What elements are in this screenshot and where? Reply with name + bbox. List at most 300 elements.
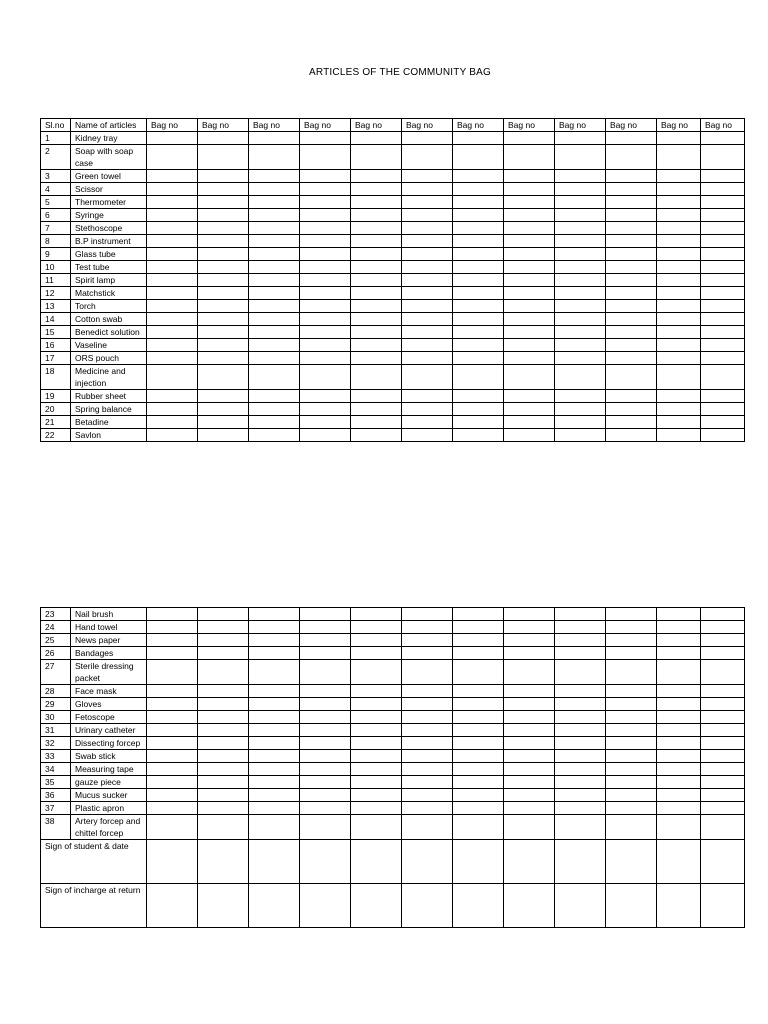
- bag-check-cell[interactable]: [249, 313, 300, 326]
- bag-check-cell[interactable]: [701, 789, 745, 802]
- bag-check-cell[interactable]: [300, 416, 351, 429]
- bag-check-cell[interactable]: [249, 429, 300, 442]
- bag-check-cell[interactable]: [198, 789, 249, 802]
- bag-check-cell[interactable]: [351, 724, 402, 737]
- bag-check-cell[interactable]: [504, 274, 555, 287]
- bag-check-cell[interactable]: [606, 789, 657, 802]
- bag-check-cell[interactable]: [351, 802, 402, 815]
- sign-cell[interactable]: [504, 884, 555, 928]
- bag-check-cell[interactable]: [504, 711, 555, 724]
- bag-check-cell[interactable]: [504, 183, 555, 196]
- bag-check-cell[interactable]: [504, 608, 555, 621]
- bag-check-cell[interactable]: [555, 261, 606, 274]
- bag-check-cell[interactable]: [606, 750, 657, 763]
- bag-check-cell[interactable]: [657, 145, 701, 170]
- bag-check-cell[interactable]: [453, 287, 504, 300]
- bag-check-cell[interactable]: [701, 300, 745, 313]
- bag-check-cell[interactable]: [555, 132, 606, 145]
- bag-check-cell[interactable]: [402, 737, 453, 750]
- bag-check-cell[interactable]: [657, 326, 701, 339]
- bag-check-cell[interactable]: [300, 261, 351, 274]
- bag-check-cell[interactable]: [147, 274, 198, 287]
- bag-check-cell[interactable]: [402, 416, 453, 429]
- sign-cell[interactable]: [606, 884, 657, 928]
- bag-check-cell[interactable]: [402, 132, 453, 145]
- bag-check-cell[interactable]: [300, 660, 351, 685]
- bag-check-cell[interactable]: [198, 300, 249, 313]
- bag-check-cell[interactable]: [657, 429, 701, 442]
- bag-check-cell[interactable]: [300, 209, 351, 222]
- bag-check-cell[interactable]: [701, 132, 745, 145]
- sign-cell[interactable]: [657, 884, 701, 928]
- bag-check-cell[interactable]: [453, 300, 504, 313]
- bag-check-cell[interactable]: [249, 170, 300, 183]
- bag-check-cell[interactable]: [606, 621, 657, 634]
- bag-check-cell[interactable]: [504, 660, 555, 685]
- bag-check-cell[interactable]: [198, 209, 249, 222]
- bag-check-cell[interactable]: [453, 776, 504, 789]
- bag-check-cell[interactable]: [555, 145, 606, 170]
- bag-check-cell[interactable]: [555, 339, 606, 352]
- bag-check-cell[interactable]: [453, 789, 504, 802]
- bag-check-cell[interactable]: [300, 235, 351, 248]
- bag-check-cell[interactable]: [701, 170, 745, 183]
- bag-check-cell[interactable]: [504, 802, 555, 815]
- bag-check-cell[interactable]: [402, 660, 453, 685]
- bag-check-cell[interactable]: [606, 235, 657, 248]
- bag-check-cell[interactable]: [300, 711, 351, 724]
- bag-check-cell[interactable]: [701, 685, 745, 698]
- bag-check-cell[interactable]: [453, 352, 504, 365]
- bag-check-cell[interactable]: [701, 183, 745, 196]
- bag-check-cell[interactable]: [504, 724, 555, 737]
- bag-check-cell[interactable]: [701, 248, 745, 261]
- bag-check-cell[interactable]: [147, 711, 198, 724]
- bag-check-cell[interactable]: [606, 209, 657, 222]
- bag-check-cell[interactable]: [555, 274, 606, 287]
- bag-check-cell[interactable]: [555, 711, 606, 724]
- bag-check-cell[interactable]: [701, 750, 745, 763]
- bag-check-cell[interactable]: [351, 196, 402, 209]
- bag-check-cell[interactable]: [701, 145, 745, 170]
- sign-cell[interactable]: [701, 884, 745, 928]
- bag-check-cell[interactable]: [504, 209, 555, 222]
- bag-check-cell[interactable]: [300, 145, 351, 170]
- bag-check-cell[interactable]: [606, 815, 657, 840]
- bag-check-cell[interactable]: [402, 248, 453, 261]
- bag-check-cell[interactable]: [249, 416, 300, 429]
- bag-check-cell[interactable]: [198, 737, 249, 750]
- bag-check-cell[interactable]: [504, 326, 555, 339]
- bag-check-cell[interactable]: [249, 647, 300, 660]
- bag-check-cell[interactable]: [198, 326, 249, 339]
- bag-check-cell[interactable]: [147, 352, 198, 365]
- bag-check-cell[interactable]: [453, 145, 504, 170]
- bag-check-cell[interactable]: [657, 183, 701, 196]
- bag-check-cell[interactable]: [147, 608, 198, 621]
- bag-check-cell[interactable]: [701, 326, 745, 339]
- bag-check-cell[interactable]: [453, 274, 504, 287]
- bag-check-cell[interactable]: [657, 711, 701, 724]
- bag-check-cell[interactable]: [402, 274, 453, 287]
- bag-check-cell[interactable]: [402, 789, 453, 802]
- bag-check-cell[interactable]: [504, 763, 555, 776]
- bag-check-cell[interactable]: [351, 390, 402, 403]
- bag-check-cell[interactable]: [504, 222, 555, 235]
- bag-check-cell[interactable]: [701, 403, 745, 416]
- bag-check-cell[interactable]: [453, 339, 504, 352]
- bag-check-cell[interactable]: [249, 339, 300, 352]
- bag-check-cell[interactable]: [504, 235, 555, 248]
- bag-check-cell[interactable]: [198, 724, 249, 737]
- bag-check-cell[interactable]: [555, 802, 606, 815]
- bag-check-cell[interactable]: [555, 750, 606, 763]
- bag-check-cell[interactable]: [402, 750, 453, 763]
- bag-check-cell[interactable]: [555, 647, 606, 660]
- bag-check-cell[interactable]: [701, 815, 745, 840]
- bag-check-cell[interactable]: [249, 365, 300, 390]
- bag-check-cell[interactable]: [657, 313, 701, 326]
- bag-check-cell[interactable]: [555, 209, 606, 222]
- sign-cell[interactable]: [147, 884, 198, 928]
- bag-check-cell[interactable]: [147, 647, 198, 660]
- bag-check-cell[interactable]: [701, 390, 745, 403]
- bag-check-cell[interactable]: [147, 390, 198, 403]
- bag-check-cell[interactable]: [606, 222, 657, 235]
- bag-check-cell[interactable]: [147, 685, 198, 698]
- bag-check-cell[interactable]: [249, 352, 300, 365]
- bag-check-cell[interactable]: [555, 313, 606, 326]
- bag-check-cell[interactable]: [555, 737, 606, 750]
- bag-check-cell[interactable]: [402, 815, 453, 840]
- bag-check-cell[interactable]: [606, 326, 657, 339]
- bag-check-cell[interactable]: [701, 724, 745, 737]
- bag-check-cell[interactable]: [555, 365, 606, 390]
- bag-check-cell[interactable]: [249, 274, 300, 287]
- sign-cell[interactable]: [402, 884, 453, 928]
- bag-check-cell[interactable]: [198, 634, 249, 647]
- bag-check-cell[interactable]: [453, 209, 504, 222]
- bag-check-cell[interactable]: [453, 698, 504, 711]
- bag-check-cell[interactable]: [198, 685, 249, 698]
- bag-check-cell[interactable]: [504, 634, 555, 647]
- bag-check-cell[interactable]: [701, 802, 745, 815]
- bag-check-cell[interactable]: [198, 313, 249, 326]
- bag-check-cell[interactable]: [606, 608, 657, 621]
- bag-check-cell[interactable]: [300, 621, 351, 634]
- bag-check-cell[interactable]: [402, 352, 453, 365]
- bag-check-cell[interactable]: [555, 660, 606, 685]
- bag-check-cell[interactable]: [555, 429, 606, 442]
- bag-check-cell[interactable]: [657, 776, 701, 789]
- bag-check-cell[interactable]: [351, 274, 402, 287]
- bag-check-cell[interactable]: [198, 132, 249, 145]
- bag-check-cell[interactable]: [351, 132, 402, 145]
- bag-check-cell[interactable]: [657, 300, 701, 313]
- bag-check-cell[interactable]: [555, 776, 606, 789]
- bag-check-cell[interactable]: [606, 416, 657, 429]
- bag-check-cell[interactable]: [606, 287, 657, 300]
- bag-check-cell[interactable]: [606, 339, 657, 352]
- bag-check-cell[interactable]: [300, 750, 351, 763]
- sign-cell[interactable]: [351, 840, 402, 884]
- bag-check-cell[interactable]: [402, 196, 453, 209]
- bag-check-cell[interactable]: [402, 724, 453, 737]
- bag-check-cell[interactable]: [351, 183, 402, 196]
- bag-check-cell[interactable]: [147, 196, 198, 209]
- sign-cell[interactable]: [198, 884, 249, 928]
- bag-check-cell[interactable]: [300, 647, 351, 660]
- bag-check-cell[interactable]: [351, 608, 402, 621]
- bag-check-cell[interactable]: [147, 634, 198, 647]
- bag-check-cell[interactable]: [147, 235, 198, 248]
- bag-check-cell[interactable]: [504, 248, 555, 261]
- bag-check-cell[interactable]: [198, 261, 249, 274]
- bag-check-cell[interactable]: [657, 802, 701, 815]
- bag-check-cell[interactable]: [606, 313, 657, 326]
- bag-check-cell[interactable]: [300, 274, 351, 287]
- bag-check-cell[interactable]: [453, 183, 504, 196]
- bag-check-cell[interactable]: [504, 352, 555, 365]
- bag-check-cell[interactable]: [453, 685, 504, 698]
- bag-check-cell[interactable]: [300, 300, 351, 313]
- bag-check-cell[interactable]: [198, 170, 249, 183]
- bag-check-cell[interactable]: [555, 248, 606, 261]
- sign-cell[interactable]: [300, 840, 351, 884]
- bag-check-cell[interactable]: [606, 365, 657, 390]
- bag-check-cell[interactable]: [606, 763, 657, 776]
- bag-check-cell[interactable]: [453, 763, 504, 776]
- bag-check-cell[interactable]: [657, 170, 701, 183]
- bag-check-cell[interactable]: [657, 365, 701, 390]
- bag-check-cell[interactable]: [249, 390, 300, 403]
- bag-check-cell[interactable]: [249, 621, 300, 634]
- bag-check-cell[interactable]: [657, 750, 701, 763]
- bag-check-cell[interactable]: [606, 274, 657, 287]
- bag-check-cell[interactable]: [147, 313, 198, 326]
- bag-check-cell[interactable]: [701, 737, 745, 750]
- bag-check-cell[interactable]: [402, 339, 453, 352]
- bag-check-cell[interactable]: [555, 724, 606, 737]
- bag-check-cell[interactable]: [147, 287, 198, 300]
- bag-check-cell[interactable]: [147, 660, 198, 685]
- bag-check-cell[interactable]: [657, 196, 701, 209]
- bag-check-cell[interactable]: [402, 698, 453, 711]
- bag-check-cell[interactable]: [504, 647, 555, 660]
- bag-check-cell[interactable]: [147, 170, 198, 183]
- bag-check-cell[interactable]: [453, 235, 504, 248]
- bag-check-cell[interactable]: [351, 339, 402, 352]
- bag-check-cell[interactable]: [402, 608, 453, 621]
- bag-check-cell[interactable]: [402, 261, 453, 274]
- bag-check-cell[interactable]: [453, 608, 504, 621]
- bag-check-cell[interactable]: [351, 313, 402, 326]
- bag-check-cell[interactable]: [249, 235, 300, 248]
- bag-check-cell[interactable]: [402, 235, 453, 248]
- bag-check-cell[interactable]: [555, 183, 606, 196]
- bag-check-cell[interactable]: [555, 287, 606, 300]
- bag-check-cell[interactable]: [402, 313, 453, 326]
- bag-check-cell[interactable]: [701, 274, 745, 287]
- bag-check-cell[interactable]: [402, 763, 453, 776]
- bag-check-cell[interactable]: [504, 403, 555, 416]
- bag-check-cell[interactable]: [504, 365, 555, 390]
- bag-check-cell[interactable]: [351, 621, 402, 634]
- bag-check-cell[interactable]: [606, 248, 657, 261]
- bag-check-cell[interactable]: [198, 235, 249, 248]
- bag-check-cell[interactable]: [402, 183, 453, 196]
- bag-check-cell[interactable]: [249, 815, 300, 840]
- bag-check-cell[interactable]: [657, 235, 701, 248]
- bag-check-cell[interactable]: [351, 685, 402, 698]
- bag-check-cell[interactable]: [300, 248, 351, 261]
- bag-check-cell[interactable]: [249, 209, 300, 222]
- bag-check-cell[interactable]: [453, 326, 504, 339]
- bag-check-cell[interactable]: [606, 647, 657, 660]
- bag-check-cell[interactable]: [657, 698, 701, 711]
- bag-check-cell[interactable]: [657, 416, 701, 429]
- bag-check-cell[interactable]: [198, 287, 249, 300]
- bag-check-cell[interactable]: [606, 132, 657, 145]
- bag-check-cell[interactable]: [402, 647, 453, 660]
- bag-check-cell[interactable]: [351, 647, 402, 660]
- bag-check-cell[interactable]: [249, 685, 300, 698]
- bag-check-cell[interactable]: [453, 647, 504, 660]
- bag-check-cell[interactable]: [198, 750, 249, 763]
- sign-cell[interactable]: [300, 884, 351, 928]
- bag-check-cell[interactable]: [198, 660, 249, 685]
- bag-check-cell[interactable]: [147, 326, 198, 339]
- bag-check-cell[interactable]: [147, 724, 198, 737]
- bag-check-cell[interactable]: [198, 196, 249, 209]
- bag-check-cell[interactable]: [606, 196, 657, 209]
- bag-check-cell[interactable]: [555, 621, 606, 634]
- bag-check-cell[interactable]: [657, 209, 701, 222]
- bag-check-cell[interactable]: [453, 390, 504, 403]
- sign-cell[interactable]: [555, 840, 606, 884]
- bag-check-cell[interactable]: [701, 660, 745, 685]
- bag-check-cell[interactable]: [701, 416, 745, 429]
- bag-check-cell[interactable]: [300, 170, 351, 183]
- bag-check-cell[interactable]: [606, 685, 657, 698]
- bag-check-cell[interactable]: [453, 261, 504, 274]
- bag-check-cell[interactable]: [701, 222, 745, 235]
- bag-check-cell[interactable]: [555, 222, 606, 235]
- bag-check-cell[interactable]: [453, 711, 504, 724]
- bag-check-cell[interactable]: [351, 352, 402, 365]
- bag-check-cell[interactable]: [198, 802, 249, 815]
- bag-check-cell[interactable]: [249, 802, 300, 815]
- bag-check-cell[interactable]: [453, 815, 504, 840]
- bag-check-cell[interactable]: [701, 621, 745, 634]
- bag-check-cell[interactable]: [504, 621, 555, 634]
- bag-check-cell[interactable]: [555, 698, 606, 711]
- bag-check-cell[interactable]: [351, 222, 402, 235]
- bag-check-cell[interactable]: [701, 196, 745, 209]
- bag-check-cell[interactable]: [657, 647, 701, 660]
- bag-check-cell[interactable]: [300, 196, 351, 209]
- bag-check-cell[interactable]: [606, 403, 657, 416]
- bag-check-cell[interactable]: [147, 132, 198, 145]
- bag-check-cell[interactable]: [249, 183, 300, 196]
- bag-check-cell[interactable]: [249, 724, 300, 737]
- bag-check-cell[interactable]: [555, 815, 606, 840]
- sign-cell[interactable]: [701, 840, 745, 884]
- bag-check-cell[interactable]: [198, 222, 249, 235]
- bag-check-cell[interactable]: [504, 789, 555, 802]
- bag-check-cell[interactable]: [701, 352, 745, 365]
- bag-check-cell[interactable]: [147, 815, 198, 840]
- bag-check-cell[interactable]: [453, 750, 504, 763]
- bag-check-cell[interactable]: [657, 815, 701, 840]
- bag-check-cell[interactable]: [249, 776, 300, 789]
- bag-check-cell[interactable]: [300, 183, 351, 196]
- bag-check-cell[interactable]: [300, 776, 351, 789]
- bag-check-cell[interactable]: [198, 815, 249, 840]
- bag-check-cell[interactable]: [606, 352, 657, 365]
- bag-check-cell[interactable]: [147, 339, 198, 352]
- bag-check-cell[interactable]: [657, 132, 701, 145]
- bag-check-cell[interactable]: [147, 365, 198, 390]
- bag-check-cell[interactable]: [453, 222, 504, 235]
- sign-cell[interactable]: [249, 840, 300, 884]
- bag-check-cell[interactable]: [300, 313, 351, 326]
- bag-check-cell[interactable]: [555, 390, 606, 403]
- bag-check-cell[interactable]: [300, 403, 351, 416]
- bag-check-cell[interactable]: [351, 763, 402, 776]
- bag-check-cell[interactable]: [504, 685, 555, 698]
- bag-check-cell[interactable]: [504, 776, 555, 789]
- bag-check-cell[interactable]: [453, 132, 504, 145]
- bag-check-cell[interactable]: [555, 170, 606, 183]
- bag-check-cell[interactable]: [402, 776, 453, 789]
- bag-check-cell[interactable]: [147, 750, 198, 763]
- bag-check-cell[interactable]: [402, 170, 453, 183]
- bag-check-cell[interactable]: [657, 352, 701, 365]
- bag-check-cell[interactable]: [606, 802, 657, 815]
- bag-check-cell[interactable]: [249, 261, 300, 274]
- bag-check-cell[interactable]: [402, 209, 453, 222]
- bag-check-cell[interactable]: [249, 711, 300, 724]
- bag-check-cell[interactable]: [249, 248, 300, 261]
- bag-check-cell[interactable]: [351, 815, 402, 840]
- bag-check-cell[interactable]: [701, 313, 745, 326]
- bag-check-cell[interactable]: [147, 145, 198, 170]
- bag-check-cell[interactable]: [402, 621, 453, 634]
- bag-check-cell[interactable]: [198, 711, 249, 724]
- bag-check-cell[interactable]: [300, 365, 351, 390]
- bag-check-cell[interactable]: [402, 222, 453, 235]
- sign-cell[interactable]: [657, 840, 701, 884]
- bag-check-cell[interactable]: [453, 429, 504, 442]
- bag-check-cell[interactable]: [147, 222, 198, 235]
- bag-check-cell[interactable]: [249, 287, 300, 300]
- bag-check-cell[interactable]: [249, 196, 300, 209]
- bag-check-cell[interactable]: [453, 737, 504, 750]
- bag-check-cell[interactable]: [701, 711, 745, 724]
- bag-check-cell[interactable]: [555, 416, 606, 429]
- bag-check-cell[interactable]: [300, 737, 351, 750]
- bag-check-cell[interactable]: [147, 698, 198, 711]
- bag-check-cell[interactable]: [351, 365, 402, 390]
- bag-check-cell[interactable]: [555, 300, 606, 313]
- sign-cell[interactable]: [606, 840, 657, 884]
- bag-check-cell[interactable]: [198, 647, 249, 660]
- sign-cell[interactable]: [555, 884, 606, 928]
- bag-check-cell[interactable]: [198, 183, 249, 196]
- bag-check-cell[interactable]: [300, 789, 351, 802]
- bag-check-cell[interactable]: [300, 429, 351, 442]
